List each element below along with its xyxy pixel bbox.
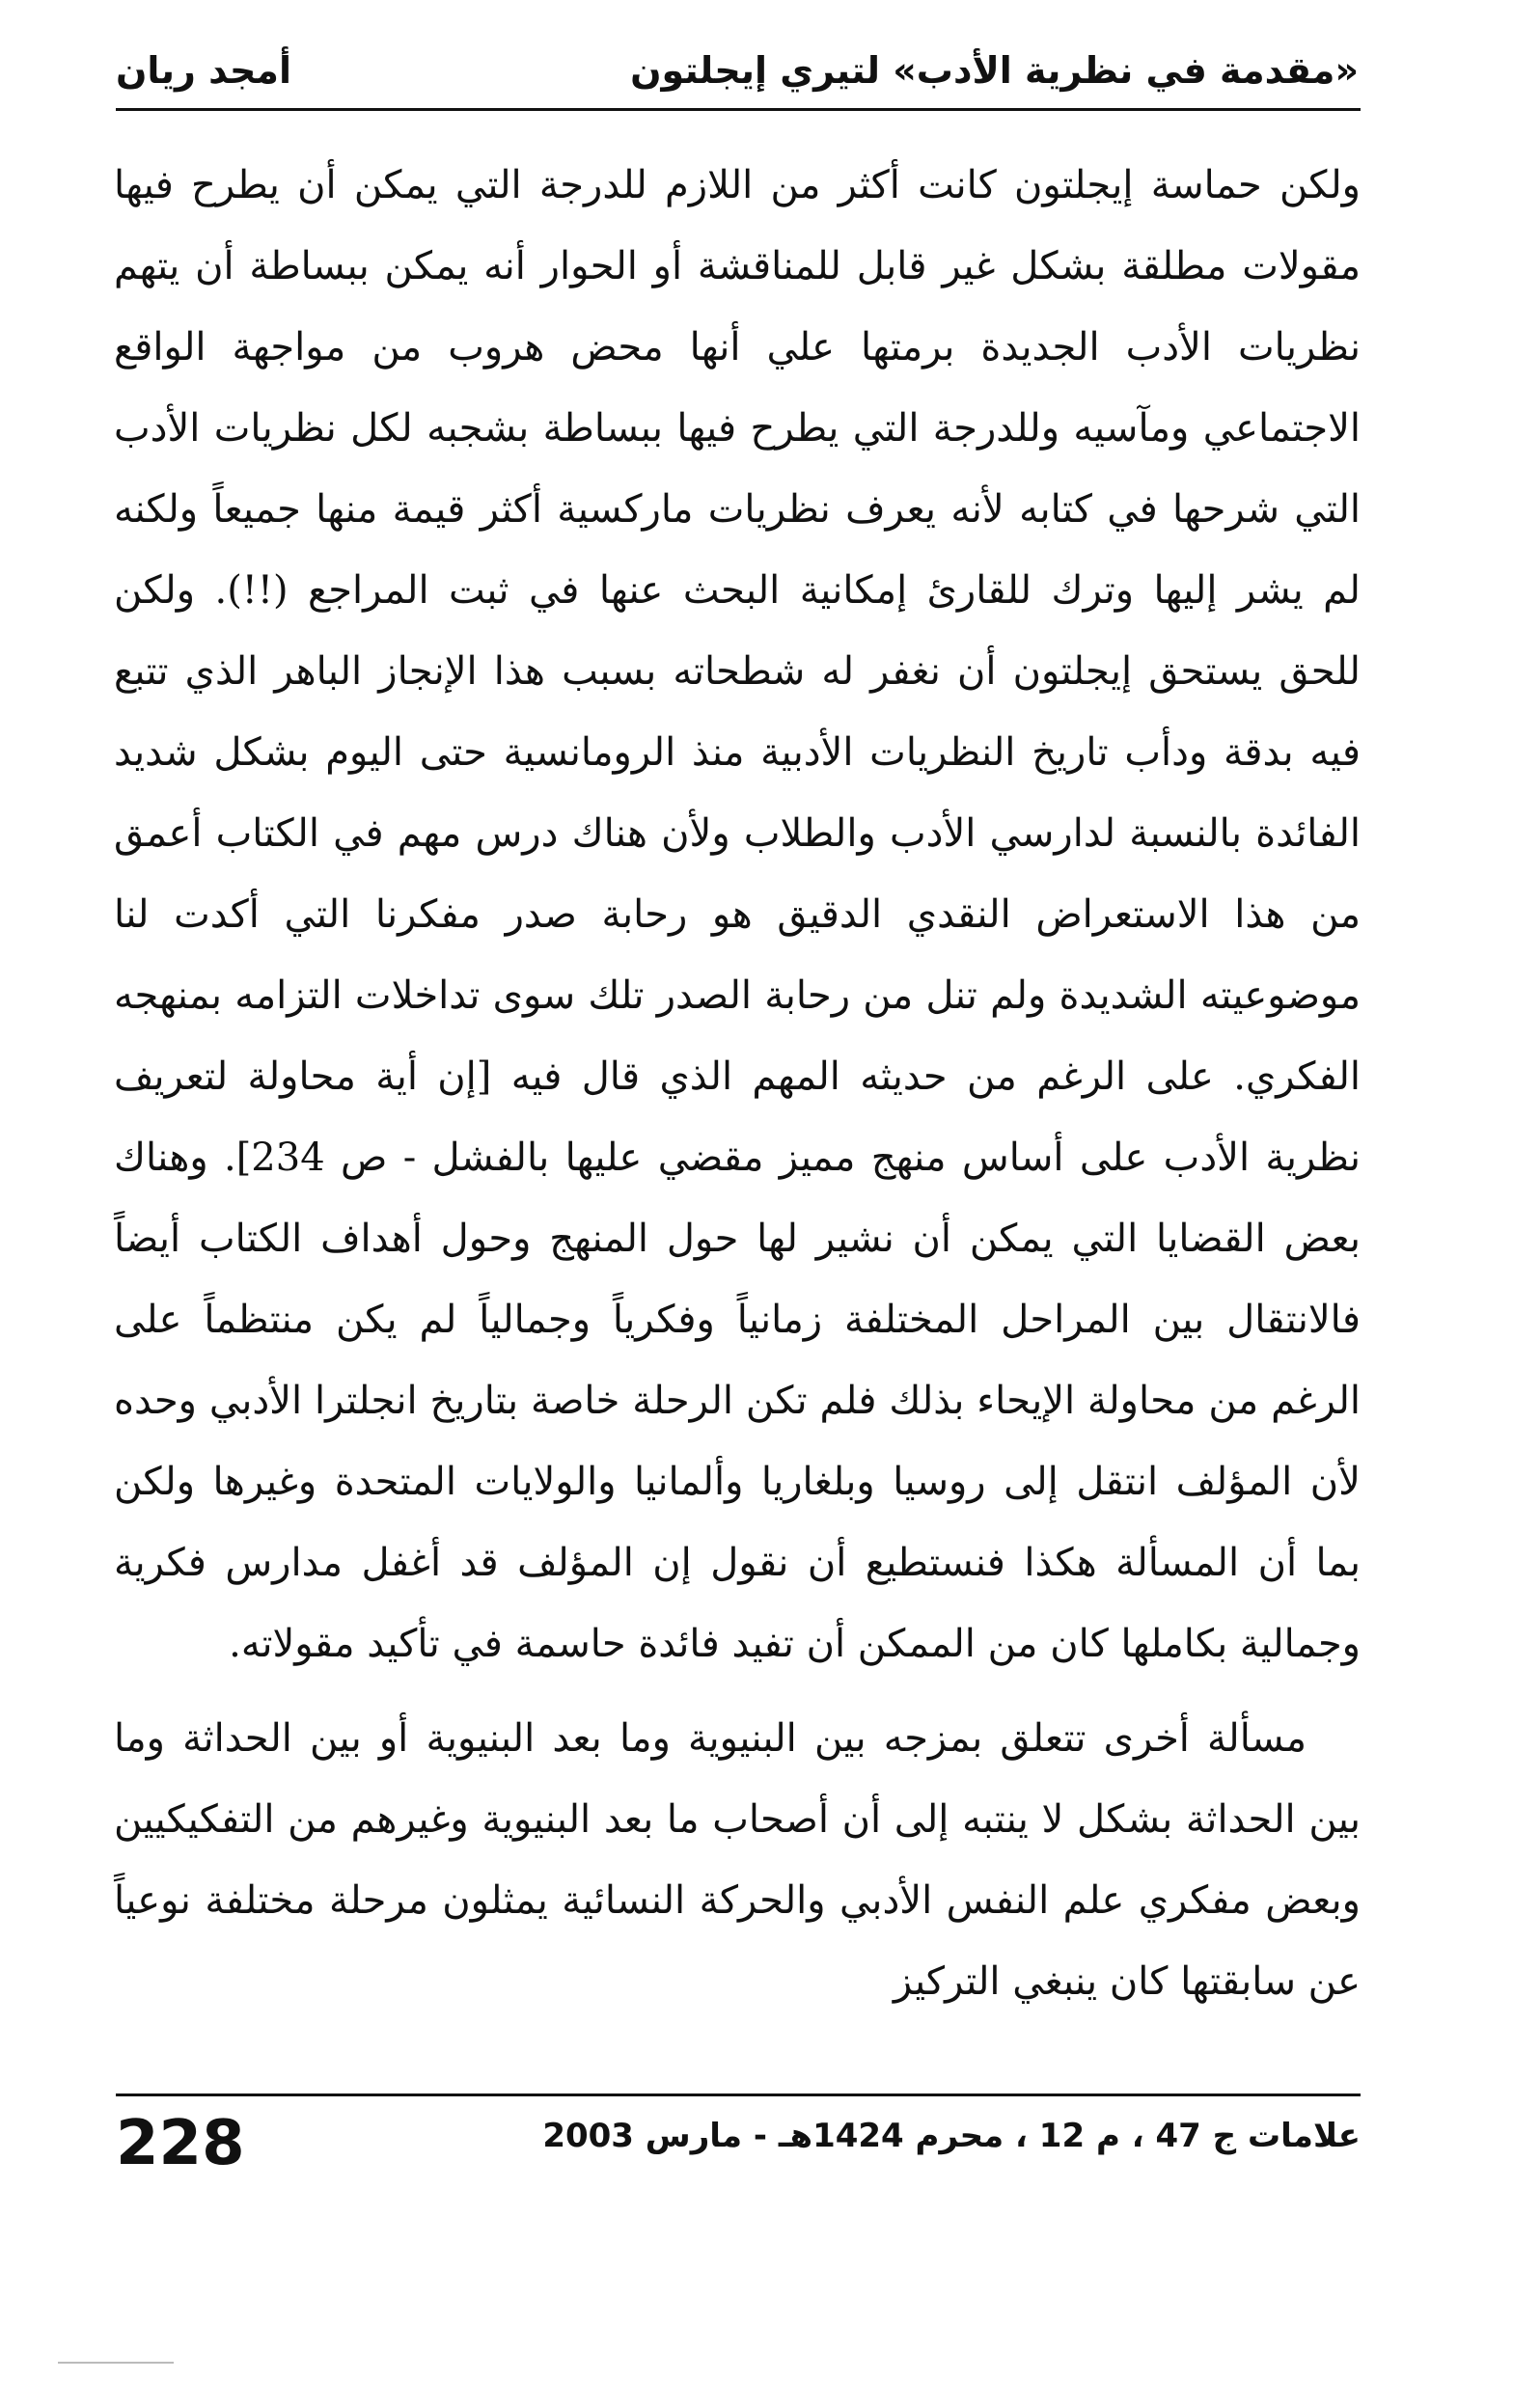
running-header: [116, 41, 1359, 100]
header-divider: [116, 108, 1361, 111]
footer-divider: [116, 2093, 1361, 2096]
journal-info: علامات ج 47 ، م 12 ، محرم 1424هـ - مارس 2003: [542, 2117, 1361, 2155]
paragraph-2: مسألة أخرى تتعلق بمزجه بين البنيوية وما بعد البنيوية أو بين الحداثة وما بين الحداثة بشكل لا ينتبه إلى أن أصحاب ما بعد البنيوية وغيرهم من التفكيكيين وبعض مفكري علم النفس الأدبي والحركة النسائية يمثلون مرحلة مختلفة نوعياً عن سابقتها كان ينبغي التركيز: [114, 1716, 1361, 2004]
page-number: 228: [116, 2108, 245, 2179]
article-body: [114, 145, 1361, 2022]
page-footer: [116, 2105, 1361, 2192]
paragraph-1: ولكن حماسة إيجلتون كانت أكثر من اللازم للدرجة التي يمكن أن يطرح فيها مقولات مطلقة بشكل غير قابل للمناقشة أو الحوار أنه يمكن ببساطة أن يتهم نظريات الأدب الجديدة برمتها علي أنها محض هروب من مواجهة الواقع الاجتماعي ومآسيه وللدرجة التي يطرح فيها ببساطة بشجبه لكل نظريات الأدب التي شرحها في كتابه لأنه يعرف نظريات ماركسية أكثر قيمة منها جميعاً ولكنه لم يشر إليها وترك للقارئ إمكانية البحث عنها في ثبت المراجع (!!). ولكن للحق يستحق إيجلتون أن نغفر له شطحاته بسبب هذا الإنجاز الباهر الذي تتبع فيه بدقة ودأب تاريخ النظريات الأدبية منذ الرومانسية حتى اليوم بشكل شديد الفائدة بالنسبة لدارسي الأدب والطلاب ولأن هناك درس مهم في الكتاب أعمق من هذا الاستعراض النقدي الدقيق هو رحابة صدر مفكرنا التي أكدت لنا موضوعيته الشديدة ولم تنل من رحابة الصدر تلك سوى تداخلات التزامه بمنهجه الفكري. على الرغم من حديثه المهم الذي قال فيه [إن أية محاولة لتعريف نظرية الأدب على أساس منهج مميز مقضي عليها بالفشل - ص 234]. وهناك بعض القضايا التي يمكن أن نشير لها حول المنهج وحول أهداف الكتاب أيضاً فالانتقال بين المراحل المختلفة زمانياً وفكرياً وجمالياً لم يكن منتظماً على الرغم من محاولة الإيحاء بذلك فلم تكن الرحلة خاصة بتاريخ انجلترا الأدبي وحده لأن المؤلف انتقل إلى روسيا وبلغاريا وألمانيا والولايات المتحدة وغيرها ولكن بما أن المسألة هكذا فنستطيع أن نقول إن المؤلف قد أغفل مدارس فكرية وجمالية بكاملها كان من الممكن أن تفيد فائدة حاسمة في تأكيد مقولاته.: [114, 163, 1361, 1666]
author-name: أمجد ريان: [116, 49, 291, 92]
article-title: «مقدمة في نظرية الأدب» لتيري إيجلتون: [630, 49, 1359, 92]
scan-edge-mark: [58, 2362, 174, 2364]
